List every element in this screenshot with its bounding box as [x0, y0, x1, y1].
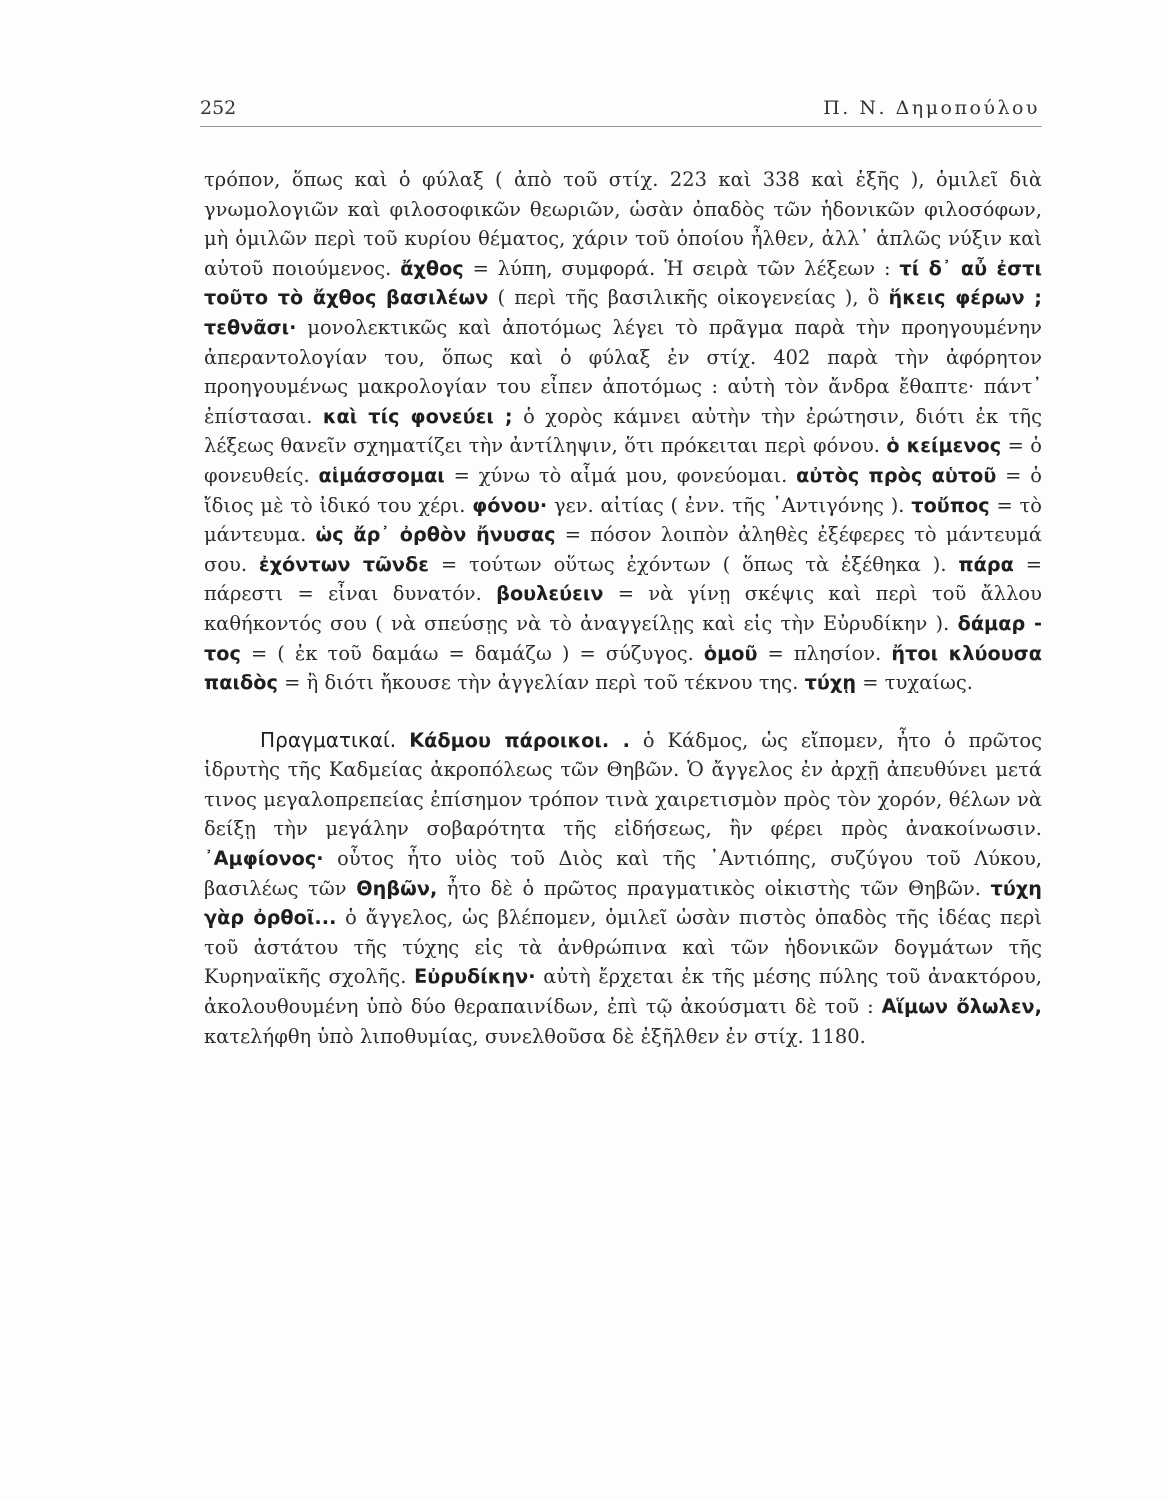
commentary-text: γεν. αἰτίας ( ἐνν. τῆς ᾽Αντιγόνης ). — [547, 493, 912, 517]
commentary-text: = ( ἐκ τοῦ δαμάω = δαμάζω ) = σύζυγος. — [240, 641, 704, 665]
lemma-term: βουλεύειν — [496, 582, 604, 606]
lemma-term: Αἵμων ὄλωλεν, — [881, 995, 1043, 1019]
commentary-text: ὁ χορὸς κάμνει αὐτὴν τὴν ἐρώτησιν, διότι ἐκ τῆς λέξεως θανεῖν σχηματίζει τὴν ἀντίληψιν, ὅτι πρόκειται περὶ φόνου. — [204, 404, 1042, 458]
commentary-text: = νὰ γίνῃ σκέψις καὶ περὶ τοῦ ἄλλου καθήκοντός σου ( νὰ σπεύσῃς νὰ τὸ ἀναγγείλῃς καὶ εἰς τὴν Εὐρυδίκην ). — [204, 582, 1042, 635]
lemma-term: δάμαρ - τος — [204, 611, 1042, 665]
commentary-paragraph-2 — [204, 726, 1042, 1052]
lemma-term: Εὐρυδίκην· — [414, 965, 536, 989]
lemma-term: αὐτὸς πρὸς αὑτοῦ — [796, 463, 997, 487]
commentary-text: = τὸ μάντευμα. — [204, 493, 1042, 547]
commentary-paragraph-1 — [204, 165, 1042, 698]
lemma-term: αἱμάσσομαι — [318, 463, 445, 487]
lemma-term: ὁ κείμενος — [886, 434, 1002, 458]
commentary-text: = ὁ ἴδιος μὲ τὸ ἰδικό του χέρι. — [204, 463, 1042, 517]
page-header — [200, 96, 1042, 127]
commentary-text: = τυχαίως. — [856, 671, 974, 695]
lemma-term: Θηβῶν, — [356, 876, 438, 900]
commentary-text: μονολεκτικῶς καὶ ἀποτόμως λέγει τὸ πρᾶγμα παρὰ τὴν προηγουμένην ἀπεραντολογίαν του, ὅπως καὶ ὁ φύλαξ ἐν στίχ. 402 παρὰ τὴν ἀφόρητον προηγουμένως μακρολογίαν του εἶπεν ἀποτόμως : αὐτὴ τὸν ἄνδρα ἔθαπτε· πάντ᾽ ἐπίστασαι. — [204, 315, 1042, 428]
commentary-text: ( περὶ τῆς βασιλικῆς οἰκογενείας ), ὃ — [488, 286, 889, 310]
lemma-term: ᾽Αμφίονος· — [204, 847, 324, 871]
commentary-text: = λύπη, συμφορά. Ἡ σειρὰ τῶν λέξεων : — [463, 256, 900, 280]
lemma-term: τύχη γὰρ ὀρθοῖ... — [204, 876, 1042, 930]
commentary-text: ἦτο δὲ ὁ πρῶτος πραγματικὸς οἰκιστὴς τῶν Θηβῶν. — [437, 876, 991, 900]
commentary-text: αὐτὴ ἔρχεται ἐκ τῆς μέσης πύλης τοῦ ἀνακτόρου, ἀκολουθουμένη ὑπὸ δύο θεραπαινίδων, ἐπὶ τῷ ἀκούσματι δὲ τοῦ : — [204, 965, 1042, 1019]
commentary-body — [204, 165, 1042, 1051]
running-head: Π. Ν. Δημοπούλου — [823, 97, 1040, 119]
commentary-text: = πάρεστι = εἶναι δυνατόν. — [204, 552, 1043, 606]
commentary-text: ὁ Κάδμος, ὡς εἴπομεν, ἦτο ὁ πρῶτος ἱδρυτὴς τῆς Καδμείας ἀκροπόλεως τῶν Θηβῶν. Ὁ ἄγγελος ἐν ἀρχῇ ἀπευθύνει μετά τινος μεγαλοπρεπείας ἐπίσημον τρόπον τινὰ χαιρετισμὸν πρὸς τὸν χορόν, θέλων νὰ δείξῃ τὴν μεγάλην σοβαρότητα τῆς εἰδήσεως, ἣν φέρει πρὸς ἀνακοίνωσιν. — [204, 728, 1043, 841]
lemma-term: πάρα — [958, 552, 1014, 576]
lemma-term: ὡς ἄρ᾽ ὀρθὸν ἤνυσας — [315, 523, 556, 547]
lemma-term: ὁμοῦ — [703, 641, 758, 665]
commentary-text: κατελήφθη ὑπὸ λιποθυμίας, συνελθοῦσα δὲ ἐξῆλθεν ἐν στίχ. 1180. — [204, 1024, 866, 1048]
section-heading-lemma: Κάδμου πάροικοι. . — [409, 728, 630, 752]
commentary-text: = ὁ φονευθείς. — [204, 434, 1043, 487]
commentary-text: = πόσον λοιπὸν ἀληθὲς ἐξέφερες τὸ μάντευμά σου. — [204, 523, 1042, 576]
commentary-text: = ἢ διότι ἤκουσε τὴν ἀγγελίαν περὶ τοῦ τέκνου της. — [277, 671, 805, 695]
lemma-term: ἄχθος — [400, 256, 464, 280]
commentary-text: = τούτων οὕτως ἐχόντων ( ὅπως τὰ ἐξέθηκα ). — [429, 552, 959, 576]
lemma-term: ἤτοι κλύουσα παιδὸς — [204, 641, 1043, 695]
lemma-term: τύχῃ — [804, 671, 857, 695]
commentary-text: οὗτος ἦτο υἱὸς τοῦ Διὸς καὶ τῆς ᾽Αντιόπης, συζύγου τοῦ Λύκου, βασιλέως τῶν — [204, 847, 1042, 900]
lemma-term: καὶ τίς φονεύει ; — [322, 404, 513, 428]
commentary-text: τρόπον, ὅπως καὶ ὁ φύλαξ ( ἀπὸ τοῦ στίχ. 223 καὶ 338 καὶ ἑξῆς ), ὁμιλεῖ διὰ γνωμολογιῶν καὶ φιλοσοφικῶν θεωριῶν, ὡσὰν ὀπαδὸς τῶν ἡδονικῶν φιλοσόφων, μὴ ὁμιλῶν περὶ τοῦ κυρίου θέματος, χάριν τοῦ ὁποίου ἦλθεν, ἀλλ᾽ ἁπλῶς νύξιν καὶ αὐτοῦ ποιούμενος. — [204, 168, 1042, 280]
lemma-term: ἐχόντων τῶνδε — [258, 552, 429, 576]
lemma-term: φόνου· — [472, 493, 548, 517]
lemma-term: ἥκεις φέρων ; τεθνᾶσι· — [204, 286, 1042, 339]
commentary-text: ὁ ἄγγελος, ὡς βλέπομεν, ὁμιλεῖ ὡσὰν πιστὸς ὀπαδὸς τῆς ἰδέας περὶ τοῦ ἀστάτου τῆς τύχης εἰς τὰ ἀνθρώπινα καὶ τῶν ἡδονικῶν δογμάτων τῆς Κυρηναϊκῆς σχολῆς. — [204, 906, 1043, 989]
page-number: 252 — [200, 97, 237, 119]
lemma-term: τοὔπος — [911, 493, 990, 517]
commentary-text: = πλησίον. — [757, 641, 892, 665]
commentary-text: = χύνω τὸ αἷμά μου, φονεύομαι. — [444, 463, 797, 487]
lemma-term: τί δ᾽ αὖ ἐστι τοῦτο τὸ ἄχθος βασιλέων — [204, 256, 1042, 310]
section-heading: Πραγματικαί. — [260, 727, 410, 752]
